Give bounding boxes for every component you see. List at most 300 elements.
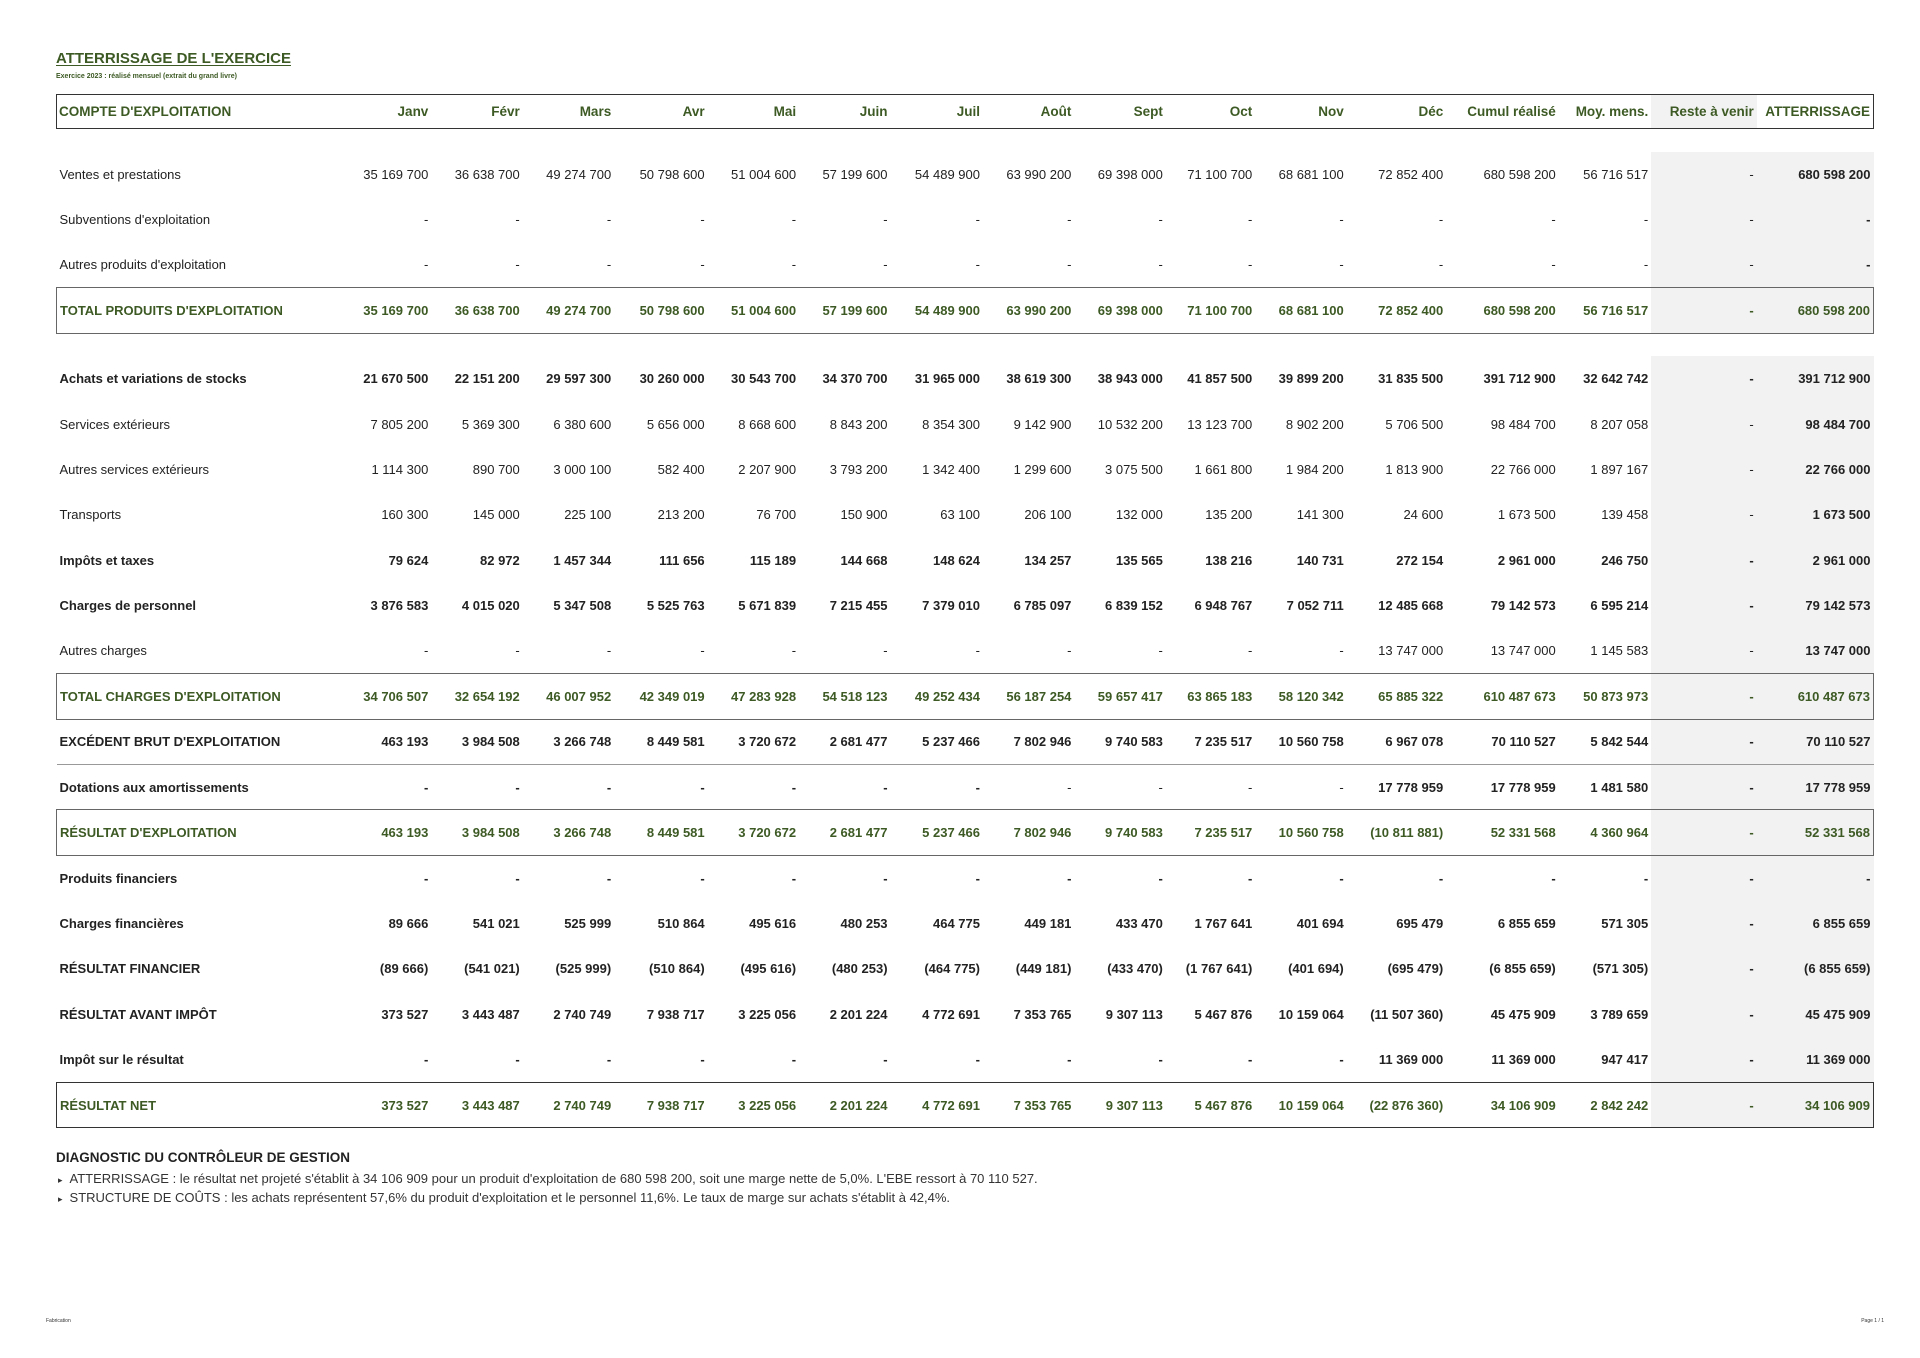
cell-value: - (700, 779, 705, 795)
cell-value: 1 813 900 (1385, 462, 1444, 478)
income-statement-table (56, 94, 1874, 1128)
cell-remaining: - (1651, 946, 1757, 991)
table-row (57, 674, 1874, 719)
cell-landing: 2 961 000 (1757, 538, 1874, 583)
cell-value: - (975, 212, 980, 228)
cell-average: 32 642 742 (1583, 371, 1649, 387)
cell-cumul: 391 712 900 (1483, 371, 1556, 387)
cell-average: 3 789 659 (1590, 1006, 1649, 1022)
cell-value: - (975, 643, 980, 659)
cell-cumul: 610 487 673 (1446, 674, 1559, 719)
cell-landing: 391 712 900 (1757, 356, 1874, 401)
cell-value: - (975, 779, 980, 795)
cell-value: - (1067, 779, 1072, 795)
cell-value: - (1067, 1051, 1072, 1067)
cell-value: 7 353 765 (983, 1082, 1074, 1127)
cell-value: 7 379 010 (922, 598, 980, 614)
cell-value: 72 852 400 (1347, 288, 1446, 333)
column-header: Sept (1074, 95, 1165, 129)
cell-value: - (606, 870, 612, 886)
cell-value: 54 518 123 (799, 674, 890, 719)
cell-value: - (791, 257, 797, 273)
cell-value: - (1067, 257, 1072, 273)
cell-value: - (791, 212, 797, 228)
cell-remaining: - (1651, 810, 1757, 855)
cell-average: - (1643, 257, 1649, 273)
cell-landing: 680 598 200 (1757, 152, 1874, 197)
cell-value: - (423, 257, 429, 273)
table-row (57, 901, 1874, 946)
cell-remaining: - (1651, 538, 1757, 583)
cell-value: 59 657 417 (1074, 674, 1165, 719)
cell-value: 30 543 700 (731, 371, 797, 387)
cell-value: 7 802 946 (983, 719, 1074, 764)
diagnostic-text: ATTERRISSAGE : le résultat net projeté s'établit à 34 106 909 pour un produit d'exploitation de 680 598 200, soit une marge nette de 5,0%. L'EBE ressort à 70 110 527. (69, 1171, 1038, 1187)
cell-value: - (1438, 257, 1444, 273)
cell-value: 3 876 583 (370, 598, 429, 614)
footer-page-number: Page 1 / 1 (1861, 1318, 1884, 1324)
cell-value: 2 201 224 (799, 1082, 890, 1127)
cell-landing: 34 106 909 (1757, 1082, 1874, 1127)
cell-value: 3 225 056 (738, 1006, 797, 1022)
row-label: Impôts et taxes (59, 552, 155, 568)
cell-value: 79 624 (388, 552, 429, 568)
cell-cumul: 6 855 659 (1497, 915, 1556, 931)
cell-average: - (1643, 212, 1649, 228)
row-label: TOTAL PRODUITS D'EXPLOITATION (57, 288, 340, 333)
cell-value: - (791, 870, 797, 886)
cell-value: 35 169 700 (340, 288, 431, 333)
bullet-icon: ▸ (58, 1175, 63, 1186)
cell-value: - (1339, 212, 1344, 228)
footer-left: Fabrication (46, 1318, 71, 1324)
cell-value: (433 470) (1107, 961, 1163, 977)
cell-value: 3 443 487 (461, 1006, 520, 1022)
cell-value: 8 843 200 (829, 416, 888, 432)
cell-remaining: - (1651, 197, 1757, 242)
cell-value: 5 525 763 (646, 598, 705, 614)
cell-value: - (1339, 257, 1344, 273)
cell-value: 24 600 (1403, 507, 1444, 523)
cell-value: - (606, 212, 612, 228)
cell-value: 2 681 477 (799, 719, 890, 764)
row-label: Subventions d'exploitation (59, 212, 211, 228)
cell-value: - (700, 870, 705, 886)
row-label: Ventes et prestations (59, 166, 181, 182)
column-header: Cumul réalisé (1446, 95, 1559, 129)
row-label: RÉSULTAT D'EXPLOITATION (57, 810, 340, 855)
cell-value: 13 123 700 (1187, 416, 1253, 432)
table-row (57, 288, 1874, 333)
cell-remaining: - (1651, 901, 1757, 946)
cell-value: 3 443 487 (431, 1082, 522, 1127)
cell-value: (464 775) (924, 961, 980, 977)
cell-value: - (423, 870, 429, 886)
cell-value: 373 527 (381, 1006, 429, 1022)
cell-value: 57 199 600 (822, 166, 888, 182)
table-row (57, 197, 1874, 242)
cell-value: 38 619 300 (1006, 371, 1072, 387)
cell-value: 1 457 344 (553, 552, 612, 568)
cell-value: 449 181 (1024, 915, 1072, 931)
cell-average: (571 305) (1592, 961, 1649, 977)
cell-value: 10 159 064 (1278, 1006, 1344, 1022)
cell-landing: - (1757, 855, 1874, 900)
cell-value: 2 740 749 (523, 1082, 614, 1127)
cell-value: 7 802 946 (983, 810, 1074, 855)
cell-value: 9 142 900 (1013, 416, 1072, 432)
cell-average: 56 716 517 (1559, 288, 1651, 333)
cell-value: 160 300 (381, 507, 429, 523)
cell-value: 213 200 (657, 507, 705, 523)
cell-value: - (791, 779, 797, 795)
row-label: RÉSULTAT AVANT IMPÔT (59, 1006, 217, 1022)
table-row (57, 1037, 1874, 1082)
row-label: Charges de personnel (59, 598, 197, 614)
column-header: Mai (708, 95, 799, 129)
cell-value: 11 369 000 (1378, 1051, 1444, 1067)
row-label: Autres produits d'exploitation (59, 257, 227, 273)
column-header: Janv (340, 95, 431, 129)
cell-value: 115 189 (749, 552, 797, 568)
cell-average: 139 458 (1601, 507, 1649, 523)
cell-value: 10 560 758 (1255, 810, 1346, 855)
cell-value: 5 237 466 (891, 719, 983, 764)
cell-value: 71 100 700 (1166, 288, 1255, 333)
cell-value: 510 864 (657, 915, 705, 931)
cell-value: 5 706 500 (1385, 416, 1444, 432)
cell-value: 49 252 434 (891, 674, 983, 719)
cell-value: 8 449 581 (614, 719, 707, 764)
cell-cumul: 34 106 909 (1446, 1082, 1559, 1127)
cell-value: 39 899 200 (1278, 371, 1344, 387)
cell-value: - (606, 257, 612, 273)
cell-value: - (700, 257, 705, 273)
cell-value: - (883, 779, 888, 795)
cell-value: 225 100 (564, 507, 612, 523)
cell-cumul: - (1551, 257, 1556, 273)
cell-value: 8 354 300 (922, 416, 980, 432)
cell-remaining: - (1651, 1037, 1757, 1082)
column-header: Nov (1255, 95, 1346, 129)
row-label: RÉSULTAT NET (57, 1082, 340, 1127)
cell-value: 141 300 (1296, 507, 1344, 523)
report-subtitle: Exercice 2023 : réalisé mensuel (extrait du grand livre) (56, 73, 237, 80)
cell-value: 10 159 064 (1255, 1082, 1346, 1127)
cell-cumul: 79 142 573 (1490, 598, 1556, 614)
row-label: Produits financiers (59, 870, 178, 886)
cell-value: 8 668 600 (738, 416, 797, 432)
cell-average: 5 842 544 (1559, 719, 1651, 764)
cell-value: - (700, 212, 705, 228)
table-row (57, 152, 1874, 197)
cell-value: 401 694 (1296, 915, 1344, 931)
table-row (57, 538, 1874, 583)
cell-value: - (1067, 643, 1072, 659)
cell-value: - (515, 779, 520, 795)
row-label: Dotations aux amortissements (59, 779, 249, 795)
cell-value: (510 864) (649, 961, 705, 977)
cell-cumul: 680 598 200 (1446, 288, 1559, 333)
cell-value: - (423, 1051, 429, 1067)
cell-value: 145 000 (472, 507, 520, 523)
cell-landing: 22 766 000 (1757, 447, 1874, 492)
cell-value: - (1158, 779, 1163, 795)
cell-value: 68 681 100 (1278, 166, 1344, 182)
row-label: Services extérieurs (59, 416, 171, 432)
cell-value: 2 207 900 (738, 462, 797, 478)
cell-value: 5 237 466 (891, 810, 983, 855)
cell-value: 46 007 952 (523, 674, 614, 719)
cell-value: 22 151 200 (454, 371, 520, 387)
cell-average: 6 595 214 (1590, 598, 1649, 614)
cell-value: 5 369 300 (461, 416, 520, 432)
cell-value: - (975, 1051, 980, 1067)
cell-value: - (1247, 212, 1253, 228)
cell-cumul: 70 110 527 (1446, 719, 1559, 764)
column-header: Juil (891, 95, 983, 129)
row-label: TOTAL CHARGES D'EXPLOITATION (57, 674, 340, 719)
cell-value: - (1438, 212, 1444, 228)
cell-value: 13 747 000 (1378, 643, 1444, 659)
cell-value: 7 938 717 (614, 1082, 707, 1127)
cell-value: 63 100 (940, 507, 980, 523)
cell-value: 9 307 113 (1105, 1006, 1163, 1022)
cell-remaining: - (1651, 583, 1757, 628)
cell-value: 3 000 100 (553, 462, 612, 478)
table-header-row (57, 95, 1874, 129)
table-row (57, 1082, 1874, 1127)
cell-remaining: - (1651, 765, 1757, 810)
cell-value: 140 731 (1296, 552, 1344, 568)
cell-value: 8 449 581 (614, 810, 707, 855)
cell-value: 134 257 (1024, 552, 1072, 568)
cell-landing: 610 487 673 (1757, 674, 1874, 719)
cell-value: - (883, 1051, 888, 1067)
cell-value: - (606, 1051, 612, 1067)
column-header: Reste à venir (1651, 95, 1757, 129)
cell-value: 464 775 (932, 915, 980, 931)
column-header: Oct (1166, 95, 1255, 129)
cell-value: 3 720 672 (708, 810, 799, 855)
cell-cumul: 22 766 000 (1490, 462, 1556, 478)
cell-value: (449 181) (1015, 961, 1072, 977)
column-header: Juin (799, 95, 890, 129)
cell-value: - (1247, 1051, 1253, 1067)
cell-landing: 13 747 000 (1757, 628, 1874, 673)
cell-value: 32 654 192 (431, 674, 522, 719)
cell-value: - (791, 643, 797, 659)
cell-value: 4 772 691 (922, 1006, 980, 1022)
cell-average: 50 873 973 (1559, 674, 1651, 719)
cell-value: 21 670 500 (363, 371, 429, 387)
cell-value: 12 485 668 (1378, 598, 1444, 614)
row-label: EXCÉDENT BRUT D'EXPLOITATION (57, 719, 340, 764)
cell-value: 7 235 517 (1166, 810, 1255, 855)
cell-value: - (423, 779, 429, 795)
diagnostic-line-1 (58, 1171, 1874, 1186)
cell-value: 6 380 600 (553, 416, 612, 432)
cell-value: - (423, 212, 429, 228)
cell-value: (89 666) (379, 961, 429, 977)
cell-value: - (1247, 257, 1253, 273)
cell-value: - (1339, 870, 1344, 886)
cell-value: 6 967 078 (1347, 719, 1446, 764)
cell-value: 7 235 517 (1166, 719, 1255, 764)
cell-value: - (1247, 870, 1253, 886)
cell-remaining: - (1651, 628, 1757, 673)
cell-value: - (1158, 870, 1163, 886)
cell-value: 7 353 765 (1013, 1006, 1072, 1022)
cell-value: (695 479) (1387, 961, 1444, 977)
cell-cumul: 98 484 700 (1490, 416, 1556, 432)
cell-remaining: - (1651, 992, 1757, 1037)
cell-value: 69 398 000 (1097, 166, 1163, 182)
cell-value: 5 347 508 (553, 598, 612, 614)
column-header: Août (983, 95, 1074, 129)
cell-average: 1 481 580 (1590, 779, 1649, 795)
cell-value: 5 671 839 (738, 598, 797, 614)
cell-value: 582 400 (657, 462, 705, 478)
row-label: Autres services extérieurs (59, 462, 210, 478)
cell-cumul: 45 475 909 (1490, 1006, 1556, 1022)
cell-value: (525 999) (555, 961, 612, 977)
cell-value: 47 283 928 (708, 674, 799, 719)
cell-value: 51 004 600 (731, 166, 797, 182)
row-label: Autres charges (59, 643, 147, 659)
cell-value: 3 266 748 (523, 810, 614, 855)
cell-remaining: - (1651, 242, 1757, 287)
cell-value: 4 772 691 (891, 1082, 983, 1127)
cell-value: - (700, 643, 705, 659)
cell-value: - (1158, 643, 1163, 659)
cell-value: - (975, 257, 980, 273)
cell-value: 2 681 477 (799, 810, 890, 855)
report-page (56, 50, 1874, 1205)
cell-value: 31 835 500 (1378, 371, 1444, 387)
diagnostic-text: STRUCTURE DE COÛTS : les achats représentent 57,6% du produit d'exploitation et le personnel 11,6%. Le taux de marge sur achats s'établit à 42,4%. (69, 1190, 951, 1206)
cell-value: 3 075 500 (1105, 462, 1163, 478)
cell-value: 6 948 767 (1194, 598, 1253, 614)
cell-value: 50 798 600 (639, 166, 705, 182)
cell-value: 272 154 (1396, 552, 1444, 568)
cell-value: (11 507 360) (1370, 1006, 1444, 1022)
column-header: Févr (431, 95, 522, 129)
cell-cumul: 2 961 000 (1497, 552, 1556, 568)
table-row (57, 401, 1874, 446)
cell-value: 36 638 700 (431, 288, 522, 333)
cell-value: (541 021) (464, 961, 520, 977)
cell-remaining: - (1651, 674, 1757, 719)
cell-value: 34 370 700 (822, 371, 888, 387)
cell-value: 49 274 700 (546, 166, 612, 182)
cell-remaining: - (1651, 855, 1757, 900)
cell-value: - (515, 212, 520, 228)
cell-landing: 680 598 200 (1757, 288, 1874, 333)
cell-value: 82 972 (480, 552, 520, 568)
cell-value: 890 700 (472, 462, 520, 478)
cell-value: - (606, 779, 612, 795)
table-row (57, 855, 1874, 900)
cell-value: - (1158, 212, 1163, 228)
cell-value: (22 876 360) (1347, 1082, 1446, 1127)
cell-value: 63 990 200 (983, 288, 1074, 333)
cell-value: 17 778 959 (1378, 779, 1444, 795)
cell-value: 54 489 900 (914, 166, 980, 182)
cell-landing: 98 484 700 (1757, 401, 1874, 446)
cell-value: 68 681 100 (1255, 288, 1346, 333)
cell-value: (401 694) (1288, 961, 1344, 977)
cell-value: - (1339, 779, 1344, 795)
cell-value: 29 597 300 (546, 371, 612, 387)
cell-value: - (700, 1051, 705, 1067)
cell-value: 3 720 672 (708, 719, 799, 764)
cell-value: 3 225 056 (708, 1082, 799, 1127)
cell-cumul: 680 598 200 (1483, 166, 1556, 182)
cell-value: 150 900 (840, 507, 888, 523)
report-title: ATTERRISSAGE DE L'EXERCICE (56, 50, 291, 67)
cell-landing: 11 369 000 (1757, 1037, 1874, 1082)
cell-value: 58 120 342 (1255, 674, 1346, 719)
cell-value: - (883, 212, 888, 228)
cell-value: 138 216 (1205, 552, 1253, 568)
cell-remaining: - (1651, 288, 1757, 333)
cell-value: 51 004 600 (708, 288, 799, 333)
cell-landing: (6 855 659) (1757, 946, 1874, 991)
cell-value: 41 857 500 (1187, 371, 1253, 387)
cell-value: 1 661 800 (1194, 462, 1253, 478)
cell-value: 65 885 322 (1347, 674, 1446, 719)
cell-value: 1 984 200 (1285, 462, 1344, 478)
cell-average: 1 145 583 (1590, 643, 1649, 659)
cell-value: - (1339, 643, 1344, 659)
cell-value: 433 470 (1115, 915, 1163, 931)
table-row (57, 583, 1874, 628)
cell-value: 50 798 600 (614, 288, 707, 333)
table-row (57, 719, 1874, 764)
cell-value: - (423, 643, 429, 659)
table-row (57, 946, 1874, 991)
cell-value: 695 479 (1396, 915, 1444, 931)
cell-value: - (1158, 257, 1163, 273)
cell-value: 206 100 (1024, 507, 1072, 523)
column-header: Moy. mens. (1559, 95, 1651, 129)
cell-value: 5 467 876 (1194, 1006, 1253, 1022)
cell-value: - (791, 1051, 797, 1067)
cell-value: (480 253) (831, 961, 888, 977)
row-label: Transports (59, 507, 122, 523)
cell-value: 56 187 254 (983, 674, 1074, 719)
cell-value: 36 638 700 (454, 166, 520, 182)
cell-value: - (1339, 1051, 1344, 1067)
cell-value: - (1247, 779, 1253, 795)
table-row (57, 447, 1874, 492)
cell-remaining: - (1651, 447, 1757, 492)
cell-remaining: - (1651, 152, 1757, 197)
cell-value: 480 253 (840, 915, 888, 931)
cell-value: 2 740 749 (553, 1006, 612, 1022)
cell-average: 571 305 (1601, 915, 1649, 931)
cell-value: 1 767 641 (1194, 915, 1253, 931)
cell-value: 10 560 758 (1255, 719, 1346, 764)
cell-value: 6 785 097 (1013, 598, 1072, 614)
column-header: Déc (1347, 95, 1446, 129)
cell-value: 495 616 (749, 915, 797, 931)
cell-value: 7 215 455 (829, 598, 888, 614)
cell-value: 135 200 (1205, 507, 1253, 523)
cell-average: 2 842 242 (1559, 1082, 1651, 1127)
cell-value: 63 990 200 (1006, 166, 1072, 182)
